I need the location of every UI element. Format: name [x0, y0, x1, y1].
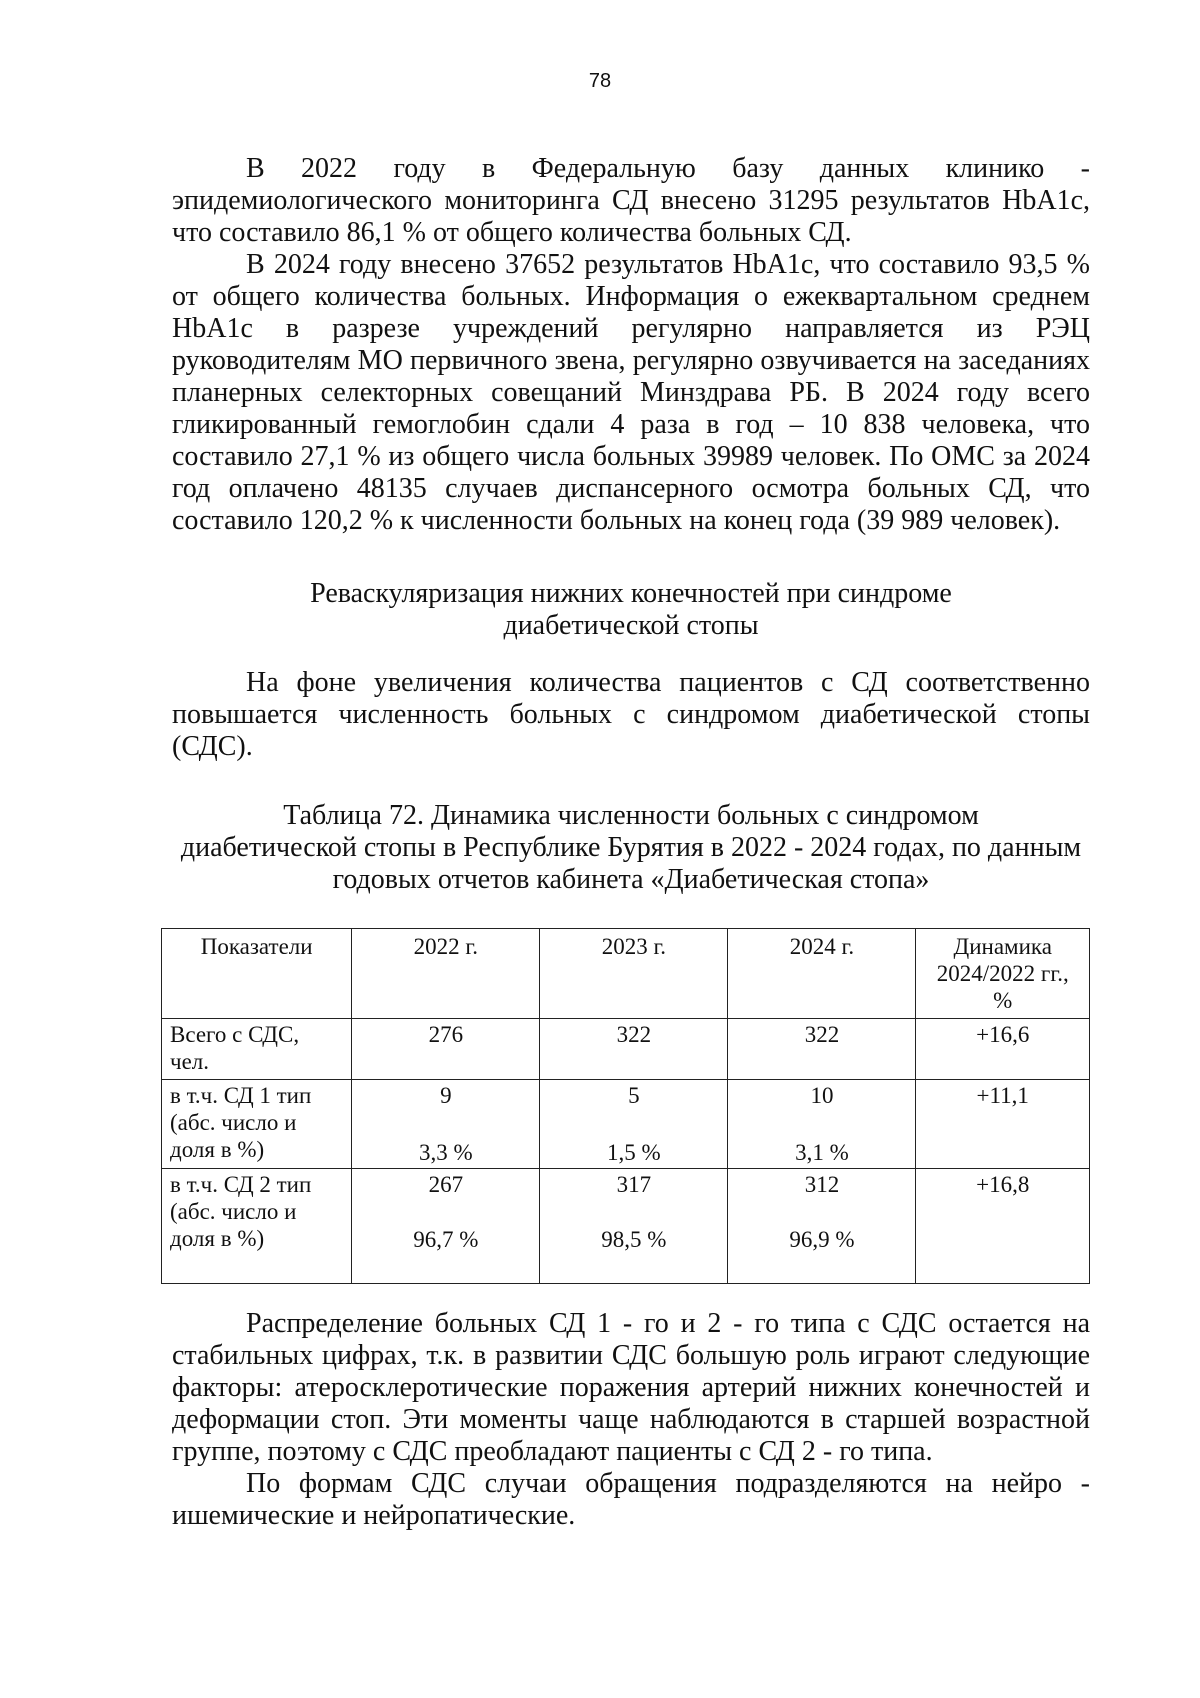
- row-label: в т.ч. СД 2 тип (абс. число и доля в %): [162, 1169, 352, 1284]
- table-header-cell: 2023 г.: [540, 929, 728, 1019]
- value-cell: [540, 1080, 728, 1169]
- table-header-row: [162, 929, 1090, 1019]
- page-number: 78: [588, 70, 612, 92]
- paragraph-sds-intro: На фоне увеличения количества пациентов с СД соответственно повышается численность больных с синдромом диабетической стопы (СДС).: [172, 667, 1090, 762]
- dynamic-cell: +16,8: [916, 1169, 1090, 1284]
- absolute-value: 9: [440, 1083, 452, 1108]
- table-row: [162, 1019, 1090, 1080]
- dynamic-cell: +16,6: [916, 1019, 1090, 1080]
- table-header-cell: 2024 г.: [728, 929, 916, 1019]
- share-value: 3,3 %: [418, 1140, 473, 1165]
- absolute-value: 317: [616, 1172, 652, 1197]
- table-header-cell: 2022 г.: [352, 929, 540, 1019]
- value-cell: [352, 1169, 540, 1284]
- table-header-cell: Динамика 2024/2022 гг., %: [916, 929, 1090, 1019]
- table-caption-line: диабетической стопы в Республике Бурятия в 2022 - 2024 годах, по данным: [180, 832, 1082, 863]
- row-label: в т.ч. СД 1 тип (абс. число и доля в %): [162, 1080, 352, 1169]
- share-value: 3,1 %: [795, 1140, 849, 1165]
- share-value: 98,5 %: [601, 1227, 667, 1252]
- intro-text-block: [172, 153, 1090, 537]
- share-value: 1,5 %: [607, 1140, 661, 1165]
- table-header-cell: Показатели: [162, 929, 352, 1019]
- table-row: [162, 1169, 1090, 1284]
- absolute-value: 312: [804, 1172, 840, 1197]
- absolute-value: 322: [616, 1022, 652, 1047]
- table-caption-line: Таблица 72. Динамика численности больных с синдромом: [283, 800, 979, 831]
- table-caption-line: годовых отчетов кабинета «Диабетическая стопа»: [332, 864, 930, 895]
- section-heading-line: диабетической стопы: [503, 610, 759, 641]
- section-text-block: [172, 667, 1090, 763]
- table-row: [162, 1080, 1090, 1169]
- table-caption: [172, 800, 1090, 896]
- section-heading: [172, 578, 1090, 642]
- paragraph-hba1c-2024: В 2024 году внесено 37652 результатов HbA1c, что составило 93,5 % от общего количества больных. Информация о ежеквартальном среднем HbA1c в разрезе учреждений регулярно направляется из РЭЦ руководителям МО первичного звена, регулярно озвучивается на заседаниях планерных селекторных совещаний Минздрава РБ. В 2024 году всего гликированный гемоглобин сдали 4 раза в год – 10 838 человека, что составило 27,1 % из общего числа больных 39989 человек. По ОМС за 2024 год оплачено 48135 случаев диспансерного осмотра больных СД, что составило 120,2 % к численности больных на конец года (39 989 человек).: [172, 249, 1090, 536]
- section-heading-line: Реваскуляризация нижних конечностей при синдроме: [310, 578, 952, 609]
- sds-dynamics-table: [161, 928, 1090, 1284]
- conclusion-text-block: [172, 1308, 1090, 1532]
- absolute-value: 267: [428, 1172, 464, 1197]
- share-value: 96,7 %: [413, 1227, 479, 1252]
- value-cell: [728, 1169, 916, 1284]
- value-cell: [540, 1019, 728, 1080]
- absolute-value: 5: [628, 1083, 640, 1108]
- absolute-value: 276: [428, 1022, 464, 1047]
- row-label: Всего с СДС, чел.: [162, 1019, 352, 1080]
- share-value: 96,9 %: [789, 1227, 855, 1252]
- absolute-value: 322: [804, 1022, 840, 1047]
- paragraph-hba1c-2022: В 2022 году в Федеральную базу данных клинико - эпидемиологического мониторинга СД внесено 31295 результатов HbA1c, что составило 86,1 % от общего количества больных СД.: [172, 153, 1090, 248]
- value-cell: [540, 1169, 728, 1284]
- paragraph-sds-distribution: Распределение больных СД 1 - го и 2 - го типа с СДС остается на стабильных цифрах, т.к. в развитии СДС большую роль играют следующие факторы: атеросклеротические поражения артерий нижних конечностей и деформации стоп. Эти моменты чаще наблюдаются в старшей возрастной группе, поэтому с СДС преобладают пациенты с СД 2 - го типа.: [172, 1308, 1090, 1467]
- paragraph-sds-forms: По формам СДС случаи обращения подразделяются на нейро - ишемические и нейропатические.: [172, 1468, 1090, 1531]
- dynamic-cell: +11,1: [916, 1080, 1090, 1169]
- value-cell: [352, 1080, 540, 1169]
- absolute-value: 10: [810, 1083, 834, 1108]
- value-cell: [728, 1019, 916, 1080]
- value-cell: [728, 1080, 916, 1169]
- value-cell: [352, 1019, 540, 1080]
